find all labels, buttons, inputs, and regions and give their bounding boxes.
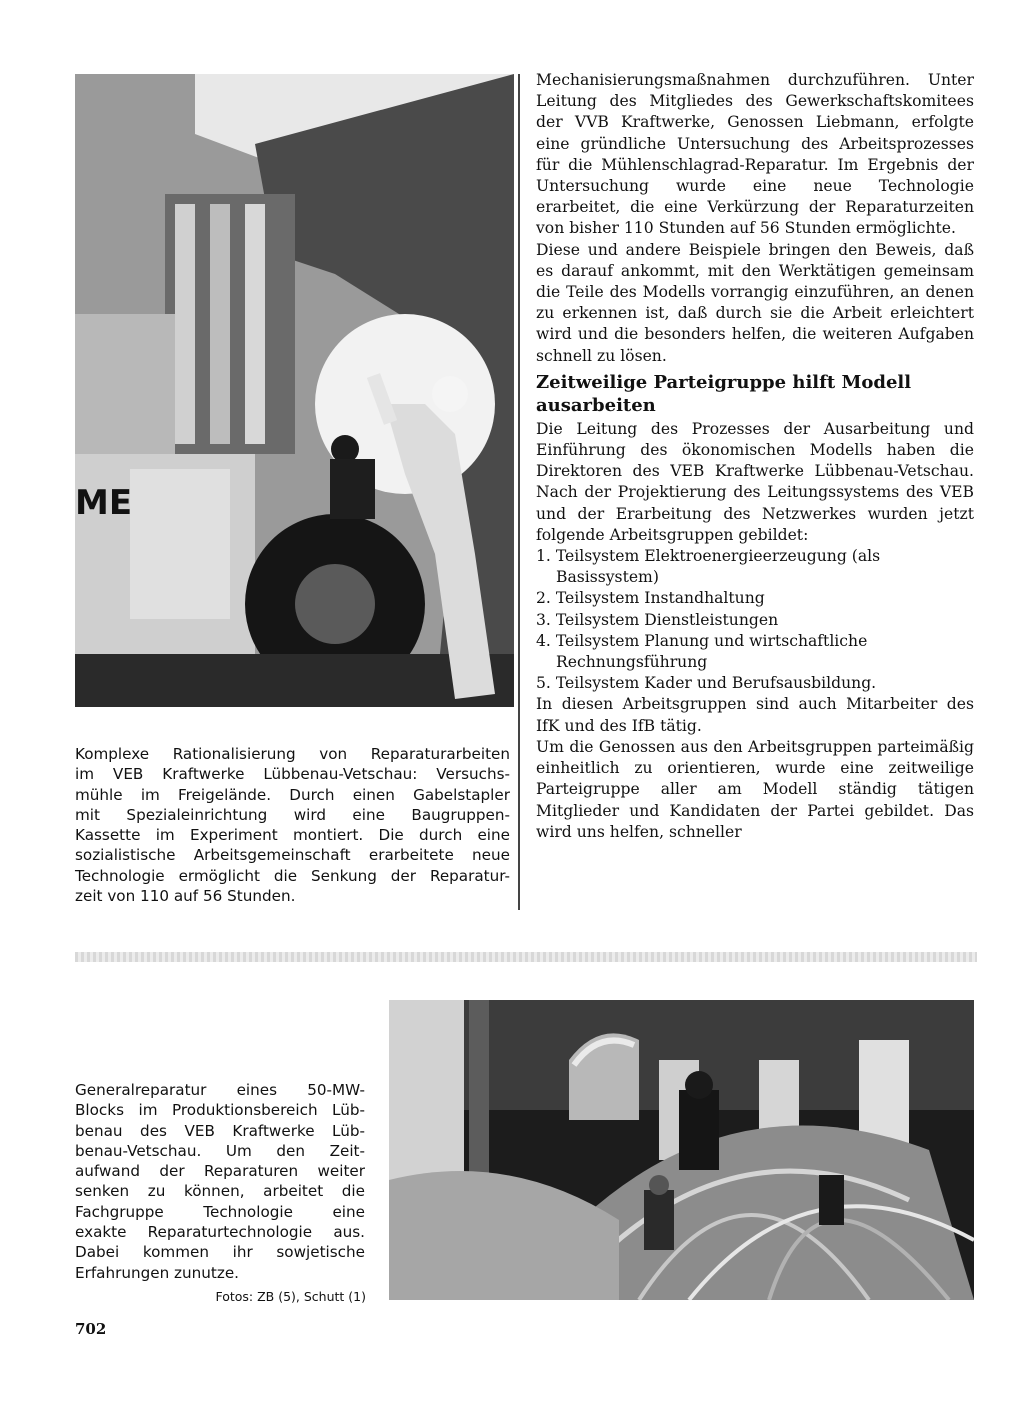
caption-bottom-line: Fachgruppe Technologie eine (75, 1202, 365, 1221)
photo-sign-text: ME (75, 483, 133, 523)
section-heading: Zeitweilige Parteigruppe hilft Modell ausarbeiten (536, 371, 912, 416)
caption-top (75, 744, 510, 906)
photo-turbine-hall (389, 1000, 974, 1300)
caption-top-line: Kassette im Experiment montiert. Die durch eine (75, 826, 510, 845)
photo-forklift-mill (75, 74, 514, 707)
caption-bottom-line: senken zu können, arbeitet die (75, 1182, 365, 1201)
caption-top-line: mühle im Freigelände. Durch einen Gabelstapler (75, 785, 510, 804)
paragraph-beispiele: Diese und andere Beispiele bringen den Beweis, daß es darauf ankommt, mit den Werktätigen gemeinsam die Teile des Modells vorrangig einzuführen, an denen zu erkennen ist, daß durch sie die Arbeit erleichtert wird und die besonders helfen, die weiteren Aufgaben schnell zu lösen. (536, 240, 974, 365)
section-separator (75, 952, 977, 962)
photo-credit: Fotos: ZB (5), Schutt (1) (215, 1289, 366, 1304)
caption-top-line: zeit von 110 auf 56 Stunden. (75, 887, 296, 906)
caption-bottom-line: benau des VEB Kraftwerke Lüb- (75, 1121, 365, 1140)
paragraph-mitarbeiter: In diesen Arbeitsgruppen sind auch Mitarbeiter des IfK und des IfB tätig. (536, 695, 974, 735)
caption-bottom-line: Blocks im Produktionsbereich Lüb- (75, 1101, 365, 1120)
caption-top-line: mit Spezialeinrichtung wird eine Baugruppen- (75, 805, 510, 824)
paragraph-leitung: Die Leitung des Prozesses der Ausarbeitung und Einführung des ökonomischen Modells haben die Direktoren des VEB Kraftwerke Lübbenau-Vetschau. Nach der Projektierung des Leitungssystems des VEB und der Erarbeitung des Netzwerkes wurden jetzt folgende Arbeitsgruppen gebildet: (536, 419, 974, 544)
list-item: 3. Teilsystem Dienstleistungen (536, 610, 779, 629)
caption-top-line: Technologie ermöglicht die Senkung der Reparatur- (75, 866, 510, 885)
list-arbeitsgruppen (536, 546, 974, 694)
caption-bottom-line: Generalreparatur eines 50-MW- (75, 1081, 365, 1099)
list-item: 2. Teilsystem Instandhaltung (536, 589, 765, 608)
caption-bottom (75, 1080, 365, 1283)
caption-top-line: im VEB Kraftwerke Lübbenau-Vetschau: Versuchs- (75, 765, 510, 784)
column-divider (518, 74, 520, 910)
caption-bottom-line: exakte Reparaturtechnologie aus. (75, 1223, 365, 1242)
list-item: 1. Teilsystem Elektroenergieerzeugung (als Basissystem) (536, 547, 881, 587)
paragraph-mechanisierung: Mechanisierungsmaßnahmen durchzuführen. Unter Leitung des Mitgliedes des Gewerkschaftskomitees der VVB Kraftwerke, Genossen Liebmann, erfolgte eine gründliche Untersuchung des Arbeitsprozesses für die Mühlenschlagrad-Reparatur. Im Ergebnis der Untersuchung wurde eine neue Technologie erarbeitet, die eine Verkürzung der Reparaturzeiten von bisher 110 Stunden auf 56 Stunden ermöglichte. (536, 71, 974, 238)
list-item: 4. Teilsystem Planung und wirtschaftliche Rechnungsführung (536, 631, 868, 672)
caption-bottom-line: benau-Vetschau. Um den Zeit- (75, 1141, 365, 1160)
caption-bottom-line: aufwand der Reparaturen weiter (75, 1162, 365, 1181)
caption-bottom-line: Erfahrungen zunutze. (75, 1263, 239, 1282)
caption-top-line: sozialistische Arbeitsgemeinschaft erarbeitete neue (75, 846, 510, 865)
article-column-right (536, 70, 974, 843)
paragraph-parteigruppe: Um die Genossen aus den Arbeitsgruppen parteimäßig einheitlich zu orientieren, wurde eine zeitweilige Parteigruppe aller am Modell ständig tätigen Mitglieder und Kandidaten der Partei gebildet. Das wird uns helfen, schneller (536, 737, 974, 841)
caption-top-line: Komplexe Rationalisierung von Reparaturarbeiten (75, 745, 510, 763)
list-item: 5. Teilsystem Kader und Berufsausbildung. (536, 674, 877, 693)
page-number: 702 (75, 1320, 107, 1338)
caption-bottom-line: Dabei kommen ihr sowjetische (75, 1243, 365, 1262)
